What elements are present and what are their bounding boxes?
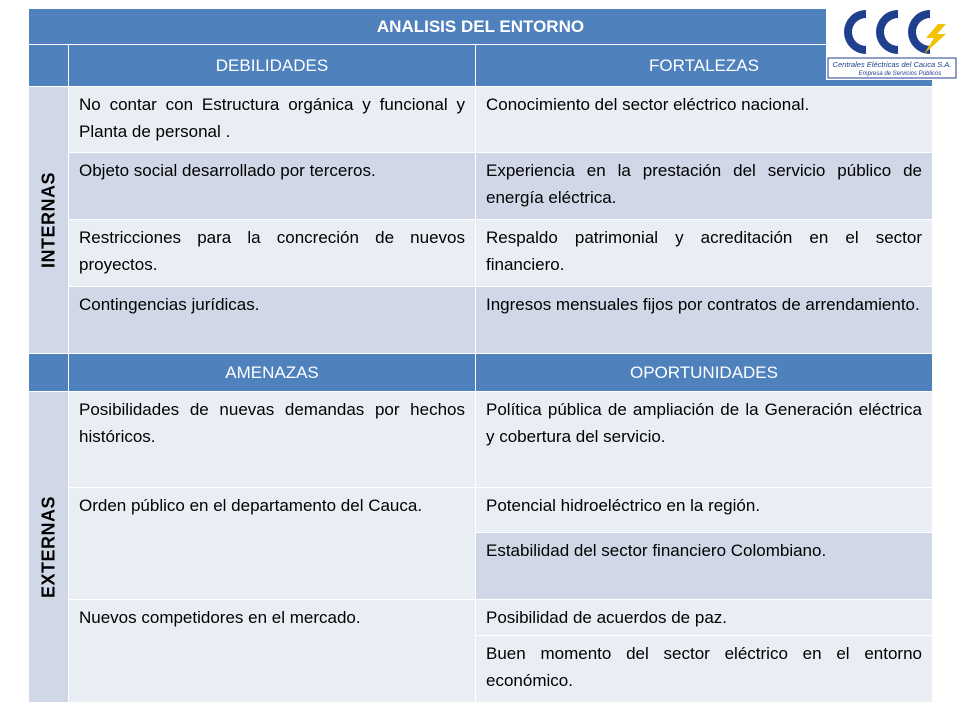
company-logo [826, 2, 958, 80]
internas-side-cell [29, 87, 69, 354]
svg-text:Centrales Eléctricas del Cauca: Centrales Eléctricas del Cauca S.A. [832, 60, 952, 69]
opportunity-cell: Potencial hidroeléctrico en la región. [476, 488, 933, 533]
header-fortalezas: FORTALEZAS [476, 45, 933, 87]
corner-cell [29, 354, 69, 392]
internas-label: INTERNAS [38, 171, 58, 269]
weakness-cell: Restricciones para la concreción de nuevos proyectos. [69, 220, 476, 287]
strength-cell: Respaldo patrimonial y acreditación en el sector financiero. [476, 220, 933, 287]
threat-cell: Nuevos competidores en el mercado. [69, 600, 476, 703]
externas-label: EXTERNAS [38, 495, 58, 599]
strength-cell: Conocimiento del sector eléctrico nacional. [476, 87, 933, 153]
externas-side-cell [29, 392, 69, 703]
swot-table [28, 8, 933, 703]
svg-text:Empresa de Servicios Públicos: Empresa de Servicios Públicos [858, 71, 942, 77]
table-title: ANALISIS DEL ENTORNO [29, 9, 933, 45]
opportunity-cell: Buen momento del sector eléctrico en el entorno económico. [476, 636, 933, 703]
opportunity-cell: Política pública de ampliación de la Generación eléctrica y cobertura del servicio. [476, 392, 933, 488]
opportunity-cell: Posibilidad de acuerdos de paz. [476, 600, 933, 636]
weakness-cell: Contingencias jurídicas. [69, 287, 476, 354]
weakness-cell: Objeto social desarrollado por terceros. [69, 153, 476, 220]
strength-cell: Experiencia en la prestación del servicio público de energía eléctrica. [476, 153, 933, 220]
threat-cell: Orden público en el departamento del Cauca. [69, 488, 476, 600]
ceo-logo-icon [826, 2, 958, 80]
header-oportunidades: OPORTUNIDADES [476, 354, 933, 392]
weakness-cell: No contar con Estructura orgánica y funcional y Planta de personal . [69, 87, 476, 153]
strength-cell: Ingresos mensuales fijos por contratos de arrendamiento. [476, 287, 933, 354]
corner-cell [29, 45, 69, 87]
header-debilidades: DEBILIDADES [69, 45, 476, 87]
opportunity-cell: Estabilidad del sector financiero Colombiano. [476, 533, 933, 600]
header-amenazas: AMENAZAS [69, 354, 476, 392]
threat-cell: Posibilidades de nuevas demandas por hechos históricos. [69, 392, 476, 488]
